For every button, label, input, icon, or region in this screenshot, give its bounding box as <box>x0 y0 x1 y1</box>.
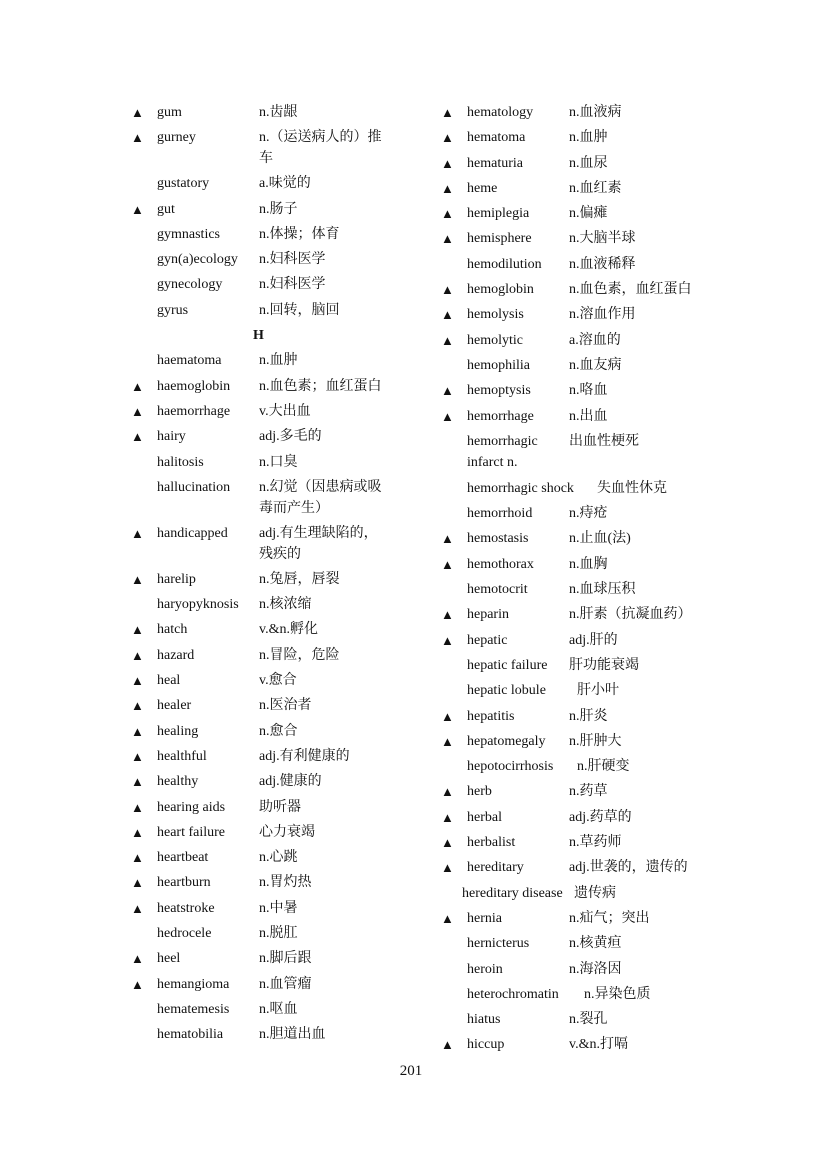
triangle-marker-icon: ▲ <box>441 531 454 547</box>
entry-term: gyn(a)ecology <box>157 252 238 268</box>
entry-definition: n.核黄疸 <box>569 936 622 952</box>
left-column <box>131 100 431 1048</box>
triangle-marker-icon: ▲ <box>441 180 454 196</box>
entry-definition: n.咯血 <box>569 383 608 399</box>
glossary-entry <box>131 450 431 475</box>
triangle-marker-icon: ▲ <box>441 282 454 298</box>
entry-term: hemorrhagic infarct n. <box>467 433 538 470</box>
entry-term: hedrocele <box>157 926 212 942</box>
entry-term: hemorrhagic shock <box>467 480 574 496</box>
entry-term: hallucination <box>157 479 231 495</box>
triangle-marker-icon: ▲ <box>131 378 144 394</box>
section-letter: H <box>253 328 264 344</box>
entry-term: harelip <box>157 571 196 587</box>
glossary-entry <box>441 125 741 150</box>
entry-definition: adj.有利健康的 <box>259 748 350 764</box>
triangle-marker-icon: ▲ <box>441 910 454 926</box>
entry-term: hepatic failure <box>467 657 548 673</box>
glossary-entry <box>441 830 741 855</box>
glossary-entry <box>131 475 431 521</box>
entry-term: hairy <box>157 429 186 445</box>
glossary-entry <box>441 1032 741 1057</box>
glossary-entry <box>131 171 431 196</box>
triangle-marker-icon: ▲ <box>441 408 454 424</box>
entry-term: hatch <box>157 622 188 638</box>
glossary-entry <box>131 424 431 449</box>
entry-term: heatstroke <box>157 900 215 916</box>
triangle-marker-icon: ▲ <box>131 201 144 217</box>
glossary-entry <box>441 151 741 176</box>
entry-term: halitosis <box>157 454 204 470</box>
entry-definition: n.肝硬变 <box>577 759 630 775</box>
entry-term: gurney <box>157 130 196 146</box>
entry-term: hemorrhage <box>467 408 534 424</box>
entry-definition: n.回转，脑回 <box>259 302 340 318</box>
entry-term: hepatic lobule <box>467 683 546 699</box>
glossary-entry <box>441 678 741 703</box>
entry-definition: n.血色素；血红蛋白 <box>259 378 382 394</box>
triangle-marker-icon: ▲ <box>441 809 454 825</box>
glossary-entry <box>441 653 741 678</box>
entry-term: herbal <box>467 809 502 825</box>
entry-term: heartbeat <box>157 850 209 866</box>
glossary-entry <box>131 845 431 870</box>
entry-term: haemorrhage <box>157 403 231 419</box>
glossary-entry <box>131 247 431 272</box>
triangle-marker-icon: ▲ <box>441 155 454 171</box>
entry-term: hemisphere <box>467 231 532 247</box>
entry-definition: n.心跳 <box>259 850 298 866</box>
glossary-entry <box>131 820 431 845</box>
entry-definition: n.疝气；突出 <box>569 910 650 926</box>
glossary-entry <box>131 972 431 997</box>
glossary-entry <box>441 931 741 956</box>
entry-term: hiatus <box>467 1012 501 1028</box>
entry-definition: n.血胸 <box>569 556 608 572</box>
triangle-marker-icon: ▲ <box>441 206 454 222</box>
glossary-entry <box>131 348 431 373</box>
entry-definition: n.医治者 <box>259 698 312 714</box>
glossary-entry <box>131 374 431 399</box>
glossary-entry <box>441 957 741 982</box>
triangle-marker-icon: ▲ <box>441 231 454 247</box>
glossary-entry <box>441 855 741 880</box>
glossary-entry <box>441 277 741 302</box>
entry-definition: 遗传病 <box>574 885 616 901</box>
glossary-entry <box>441 100 741 125</box>
entry-term: hepotocirrhosis <box>467 759 554 775</box>
glossary-entry <box>131 921 431 946</box>
entry-definition: 心力衰竭 <box>259 824 315 840</box>
entry-term: handicapped <box>157 525 228 541</box>
entry-definition: n.中暑 <box>259 900 298 916</box>
entry-definition: n.大脑半球 <box>569 231 636 247</box>
glossary-entry <box>131 125 431 171</box>
entry-term: hemothorax <box>467 556 534 572</box>
triangle-marker-icon: ▲ <box>131 951 144 967</box>
glossary-entry <box>131 222 431 247</box>
entry-definition: adj.多毛的 <box>259 429 322 445</box>
triangle-marker-icon: ▲ <box>441 332 454 348</box>
glossary-entry <box>131 1022 431 1047</box>
glossary-entry <box>131 668 431 693</box>
entry-term: hemorrhoid <box>467 506 533 522</box>
glossary-entry <box>441 704 741 729</box>
glossary-entry <box>441 476 741 501</box>
entry-definition: n.口臭 <box>259 454 298 470</box>
entry-term: gum <box>157 105 182 120</box>
triangle-marker-icon: ▲ <box>131 723 144 739</box>
entry-definition: n.肠子 <box>259 201 298 217</box>
triangle-marker-icon: ▲ <box>131 799 144 815</box>
glossary-entry <box>441 602 741 627</box>
entry-definition: n.血管瘤 <box>259 976 312 992</box>
entry-definition: n.胃灼热 <box>259 875 312 891</box>
glossary-entry <box>441 881 741 906</box>
glossary-entry <box>441 302 741 327</box>
entry-term: hemostasis <box>467 531 529 547</box>
glossary-entry <box>441 1007 741 1032</box>
entry-definition: adj.肝的 <box>569 632 618 648</box>
entry-definition: a.味觉的 <box>259 176 311 192</box>
triangle-marker-icon: ▲ <box>131 774 144 790</box>
glossary-entry <box>441 779 741 804</box>
glossary-entry <box>131 870 431 895</box>
triangle-marker-icon: ▲ <box>441 105 454 120</box>
entry-term: hematemesis <box>157 1001 230 1017</box>
entry-term: heme <box>467 180 498 196</box>
entry-term: hemolysis <box>467 307 524 323</box>
entry-term: hematobilia <box>157 1027 224 1043</box>
entry-term: heterochromatin <box>467 986 559 1002</box>
triangle-marker-icon: ▲ <box>441 130 454 146</box>
glossary-entry <box>441 729 741 754</box>
triangle-marker-icon: ▲ <box>131 900 144 916</box>
triangle-marker-icon: ▲ <box>131 748 144 764</box>
entry-definition: n.（运送病人的）推车 <box>259 130 382 167</box>
entry-term: haemoglobin <box>157 378 231 394</box>
glossary-entry <box>131 896 431 921</box>
triangle-marker-icon: ▲ <box>441 556 454 572</box>
entry-definition: n.血红素 <box>569 180 622 196</box>
triangle-marker-icon: ▲ <box>441 632 454 648</box>
entry-definition: n.妇科医学 <box>259 252 326 268</box>
glossary-entry <box>131 744 431 769</box>
entry-term: hernicterus <box>467 936 530 952</box>
entry-term: heal <box>157 673 181 689</box>
entry-term: gynecology <box>157 277 223 293</box>
entry-term: hemoptysis <box>467 383 531 399</box>
entry-definition: n.肝炎 <box>569 708 608 724</box>
entry-definition: n.血球压积 <box>569 582 636 598</box>
entry-definition: v.大出血 <box>259 403 311 419</box>
entry-term: hearing aids <box>157 799 226 815</box>
triangle-marker-icon: ▲ <box>131 105 144 120</box>
entry-term: hemoglobin <box>467 282 534 298</box>
glossary-entry <box>441 628 741 653</box>
triangle-marker-icon: ▲ <box>131 875 144 891</box>
entry-definition: n.裂孔 <box>569 1012 608 1028</box>
entry-definition: n.核浓缩 <box>259 597 312 613</box>
entry-definition: 失血性休克 <box>597 480 667 496</box>
glossary-entry <box>131 272 431 297</box>
triangle-marker-icon: ▲ <box>441 708 454 724</box>
triangle-marker-icon: ▲ <box>441 383 454 399</box>
glossary-entry <box>441 526 741 551</box>
glossary-entry <box>441 404 741 429</box>
glossary-entry <box>131 997 431 1022</box>
entry-definition: n.冒险，危险 <box>259 647 340 663</box>
entry-definition: n.幻觉（因患病或吸毒而产生） <box>259 479 382 516</box>
triangle-marker-icon: ▲ <box>131 622 144 638</box>
entry-definition: n.血色素，血红蛋白 <box>569 282 692 298</box>
entry-term: hematology <box>467 105 534 120</box>
entry-definition: n.海洛因 <box>569 961 622 977</box>
entry-definition: 肝功能衰竭 <box>569 657 639 673</box>
glossary-entry <box>441 353 741 378</box>
entry-definition: adj.世袭的，遗传的 <box>569 860 688 876</box>
entry-term: haematoma <box>157 353 222 369</box>
glossary-entry <box>441 201 741 226</box>
glossary-entry <box>131 769 431 794</box>
entry-definition: n.脱肛 <box>259 926 298 942</box>
right-column <box>441 100 741 1058</box>
entry-term: hemangioma <box>157 976 230 992</box>
entry-definition: n.痔疮 <box>569 506 608 522</box>
entry-definition: n.止血(法) <box>569 531 631 547</box>
glossary-entry <box>441 577 741 602</box>
glossary-entry <box>131 100 431 125</box>
glossary-entry <box>441 176 741 201</box>
entry-definition: n.药草 <box>569 784 608 800</box>
entry-term: hemotocrit <box>467 582 528 598</box>
entry-term: hernia <box>467 910 502 926</box>
glossary-entry <box>131 521 431 567</box>
entry-definition: n.异染色质 <box>584 986 651 1002</box>
triangle-marker-icon: ▲ <box>131 403 144 419</box>
triangle-marker-icon: ▲ <box>131 130 144 146</box>
entry-term: heroin <box>467 961 503 977</box>
triangle-marker-icon: ▲ <box>441 860 454 876</box>
entry-term: gustatory <box>157 176 210 192</box>
triangle-marker-icon: ▲ <box>131 571 144 587</box>
glossary-entry <box>131 643 431 668</box>
glossary-entry <box>131 693 431 718</box>
entry-term: hemodilution <box>467 256 542 272</box>
entry-term: hazard <box>157 647 195 663</box>
entry-definition: n.齿龈 <box>259 105 298 120</box>
entry-term: hepatitis <box>467 708 515 724</box>
triangle-marker-icon: ▲ <box>131 647 144 663</box>
entry-definition: n.胆道出血 <box>259 1027 326 1043</box>
entry-definition: n.兔唇，唇裂 <box>259 571 340 587</box>
entry-term: heel <box>157 951 181 967</box>
entry-term: herb <box>467 784 492 800</box>
entry-term: healthy <box>157 774 199 790</box>
entry-definition: n.体操；体育 <box>259 226 340 242</box>
glossary-entry <box>131 567 431 592</box>
glossary-entry <box>441 226 741 251</box>
entry-definition: a.溶血的 <box>569 332 621 348</box>
entry-definition: n.偏瘫 <box>569 206 608 222</box>
entry-definition: v.愈合 <box>259 673 297 689</box>
entry-term: hiccup <box>467 1037 505 1053</box>
glossary-entry <box>131 946 431 971</box>
entry-term: gyrus <box>157 302 189 318</box>
triangle-marker-icon: ▲ <box>441 607 454 623</box>
entry-term: hereditary disease <box>462 885 563 901</box>
entry-definition: n.血友病 <box>569 357 622 373</box>
triangle-marker-icon: ▲ <box>131 824 144 840</box>
glossary-entry <box>131 592 431 617</box>
entry-term: gymnastics <box>157 226 220 242</box>
entry-definition: 肝小叶 <box>577 683 619 699</box>
glossary-entry <box>131 399 431 424</box>
entry-term: healer <box>157 698 192 714</box>
entry-term: heparin <box>467 607 509 623</box>
triangle-marker-icon: ▲ <box>131 976 144 992</box>
entry-definition: n.愈合 <box>259 723 298 739</box>
page-number: 201 <box>399 1063 423 1079</box>
entry-definition: 出血性梗死 <box>569 433 639 449</box>
glossary-entry <box>131 795 431 820</box>
entry-definition: v.&n.打嗝 <box>569 1037 628 1053</box>
triangle-marker-icon: ▲ <box>441 307 454 323</box>
entry-definition: n.肝肿大 <box>569 733 622 749</box>
entry-definition: adj.有生理缺陷的，残疾的 <box>259 525 378 562</box>
entry-term: gut <box>157 201 175 217</box>
entry-definition: v.&n.孵化 <box>259 622 318 638</box>
glossary-entry <box>441 252 741 277</box>
triangle-marker-icon: ▲ <box>131 429 144 445</box>
entry-definition: n.草药师 <box>569 835 622 851</box>
entry-definition: adj.健康的 <box>259 774 322 790</box>
triangle-marker-icon: ▲ <box>131 850 144 866</box>
entry-definition: n.出血 <box>569 408 608 424</box>
triangle-marker-icon: ▲ <box>131 525 144 541</box>
entry-definition: adj.药草的 <box>569 809 632 825</box>
entry-definition: n.血肿 <box>569 130 608 146</box>
entry-term: hematoma <box>467 130 526 146</box>
triangle-marker-icon: ▲ <box>441 784 454 800</box>
entry-term: heartburn <box>157 875 211 891</box>
entry-term: heart failure <box>157 824 226 840</box>
entry-definition: n.溶血作用 <box>569 307 636 323</box>
glossary-entry <box>441 429 741 476</box>
entry-definition: n.血尿 <box>569 155 608 171</box>
entry-term: hepatomegaly <box>467 733 546 749</box>
entry-term: hemophilia <box>467 357 530 373</box>
glossary-entry <box>131 197 431 222</box>
glossary-entry <box>131 298 431 323</box>
entry-definition: n.妇科医学 <box>259 277 326 293</box>
glossary-entry <box>441 328 741 353</box>
entry-term: healthful <box>157 748 207 764</box>
triangle-marker-icon: ▲ <box>131 673 144 689</box>
glossary-entry <box>441 501 741 526</box>
glossary-entry <box>441 805 741 830</box>
glossary-entry <box>441 906 741 931</box>
triangle-marker-icon: ▲ <box>441 1037 454 1053</box>
entry-term: hematuria <box>467 155 523 171</box>
glossary-entry <box>441 754 741 779</box>
entry-term: healing <box>157 723 199 739</box>
glossary-entry <box>131 617 431 642</box>
glossary-entry <box>131 719 431 744</box>
entry-definition: 助听器 <box>259 799 301 815</box>
entry-term: haryopyknosis <box>157 597 239 613</box>
entry-definition: n.肝素（抗凝血药） <box>569 607 692 623</box>
entry-definition: n.呕血 <box>259 1001 298 1017</box>
entry-term: hemolytic <box>467 332 523 348</box>
triangle-marker-icon: ▲ <box>131 698 144 714</box>
glossary-entry <box>441 552 741 577</box>
triangle-marker-icon: ▲ <box>441 835 454 851</box>
entry-term: herbalist <box>467 835 516 851</box>
glossary-entry <box>441 378 741 403</box>
entry-term: hemiplegia <box>467 206 530 222</box>
entry-definition: n.脚后跟 <box>259 951 312 967</box>
entry-definition: n.血肿 <box>259 353 298 369</box>
glossary-entry <box>441 982 741 1007</box>
entry-term: hereditary <box>467 860 524 876</box>
entry-definition: n.血液病 <box>569 105 622 120</box>
triangle-marker-icon: ▲ <box>441 733 454 749</box>
entry-term: hepatic <box>467 632 508 648</box>
entry-definition: n.血液稀释 <box>569 256 636 272</box>
